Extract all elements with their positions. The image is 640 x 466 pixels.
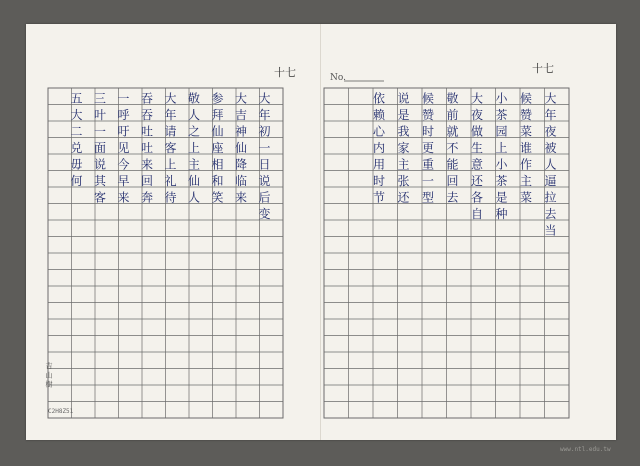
left-page-column: 五大二兑毋何	[69, 92, 83, 191]
margin-note: 吉 山 樹	[45, 362, 53, 388]
left-page-number: 十七	[274, 66, 296, 79]
right-page-column: 小茶园上小茶是种	[494, 92, 508, 224]
manuscript-sheet	[26, 24, 616, 440]
right-page-column: 敬前就不能回去	[445, 92, 459, 208]
archive-code: C2H8Z51	[48, 408, 74, 415]
watermark-caption: www.ntl.edu.tw	[560, 446, 611, 453]
right-page-number: 十七	[532, 62, 554, 75]
right-page-column: 大夜做生意还各自	[469, 92, 484, 224]
left-page-column: 参拜仙座相和笑	[210, 92, 224, 208]
right-page-column: 候赞菜谁作主菜	[518, 92, 533, 208]
left-page-column: 大年初一日说后变	[257, 92, 271, 224]
right-page-column: 依赖心内用时节	[371, 92, 386, 208]
left-page-column: 大吉神仙降临来	[233, 92, 248, 208]
left-page-column: 吞吞吐吐来回奔	[139, 92, 154, 208]
left-page-column: 敬人之上主仙人	[186, 92, 201, 208]
right-page-column: 大年夜被人逼拉去当	[543, 92, 557, 241]
right-page-column: 说是我家主张还	[396, 92, 410, 208]
left-page-column: 大年请客上礼待	[163, 92, 177, 208]
left-page-column: 三叶一面说其客	[92, 92, 107, 208]
right-page-column: 候赞时更重一型	[420, 92, 435, 208]
no-underline	[344, 80, 384, 82]
no-label: No.	[330, 73, 346, 83]
left-page-column: 一呼吁见今早来	[116, 92, 130, 208]
manuscript-grid	[26, 24, 616, 440]
